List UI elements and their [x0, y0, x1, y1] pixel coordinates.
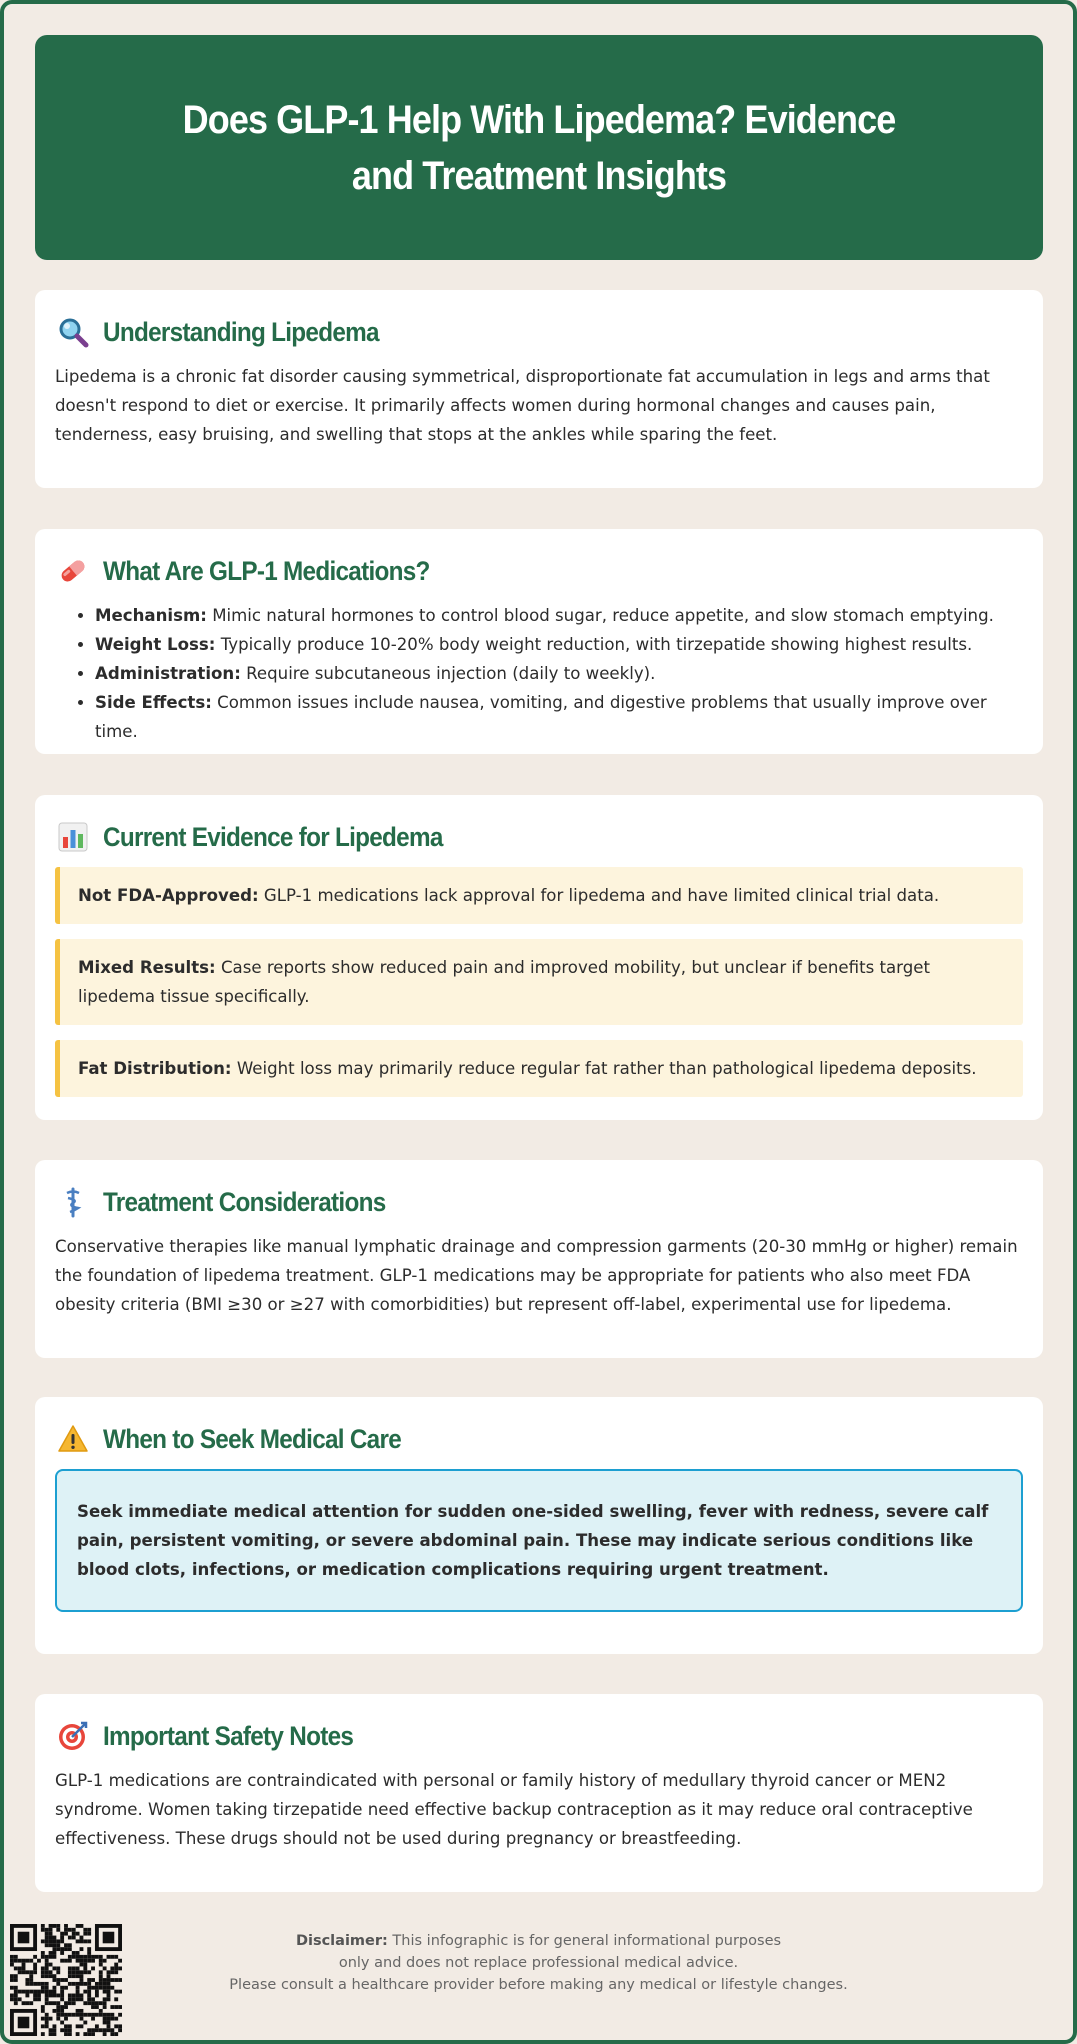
understanding-heading — [55, 312, 1023, 352]
list-item: • Weight Loss: Typically produce 10-20% body weight reduction, with tirzepatide showing highest results. — [95, 630, 1023, 659]
medical-caduceus-icon — [57, 1186, 89, 1218]
target-icon — [57, 1720, 89, 1752]
evidence-card — [35, 795, 1043, 1120]
medications-list — [55, 601, 1023, 746]
treatment-title: Treatment Considerations — [103, 1186, 386, 1217]
list-item: • Administration: Require subcutaneous injection (daily to weekly). — [95, 659, 1023, 688]
care-heading — [55, 1419, 1023, 1459]
safety-card — [35, 1694, 1043, 1892]
evidence-alerts — [55, 867, 1023, 1097]
pill-icon — [57, 555, 89, 587]
treatment-heading — [55, 1182, 1023, 1222]
magnifying-glass-icon — [57, 316, 89, 348]
care-title: When to Seek Medical Care — [103, 1423, 401, 1454]
evidence-alert: Fat Distribution: Weight loss may primarily reduce regular fat rather than pathological lipedema deposits. — [55, 1040, 1023, 1097]
disclaimer-label: Disclaimer: — [295, 1933, 388, 1949]
evidence-alert: Not FDA-Approved: GLP-1 medications lack approval for lipedema and have limited clinical trial data. — [55, 867, 1023, 924]
safety-heading — [55, 1716, 1023, 1756]
evidence-alert: Mixed Results: Case reports show reduced pain and improved mobility, but unclear if benefits target lipedema tissue specifically. — [55, 939, 1023, 1025]
header-banner — [35, 35, 1043, 260]
medications-card — [35, 529, 1043, 754]
treatment-card — [35, 1160, 1043, 1358]
medications-heading — [55, 551, 1023, 591]
understanding-title: Understanding Lipedema — [103, 316, 379, 347]
medications-title: What Are GLP-1 Medications? — [103, 555, 430, 586]
page-title: Does GLP-1 Help With Lipedema? Evidence and Treatment Insights — [182, 97, 896, 198]
list-item: • Mechanism: Mimic natural hormones to control blood sugar, reduce appetite, and slow stomach emptying. — [95, 601, 1023, 630]
qr-code-icon[interactable] — [10, 1924, 122, 2036]
list-item: • Side Effects: Common issues include nausea, vomiting, and digestive problems that usually improve over time. — [95, 688, 1023, 746]
safety-title: Important Safety Notes — [103, 1720, 354, 1751]
bar-chart-icon — [57, 821, 89, 853]
evidence-heading — [55, 817, 1023, 857]
disclaimer-line-3: Please consult a healthcare provider before making any medical or lifestyle changes. — [229, 1977, 848, 1993]
disclaimer-line-2: only and does not replace professional medical advice. — [338, 1955, 739, 1971]
warning-icon — [57, 1423, 89, 1455]
footer — [0, 1920, 1077, 2044]
disclaimer-line-1: This infographic is for general informational purposes — [387, 1933, 782, 1949]
understanding-card — [35, 290, 1043, 488]
evidence-title: Current Evidence for Lipedema — [103, 821, 443, 852]
disclaimer — [200, 1930, 877, 1996]
care-alert-box: Seek immediate medical attention for sudden one-sided swelling, fever with redness, severe calf pain, persistent vomiting, or severe abdominal pain. These may indicate serious conditions like blood clots, infections, or medication complications requiring urgent treatment. — [55, 1469, 1023, 1612]
understanding-text: Lipedema is a chronic fat disorder causing symmetrical, disproportionate fat accumulation in legs and arms that doesn't respond to diet or exercise. It primarily affects women during hormonal changes and causes pain, tenderness, easy bruising, and swelling that stops at the ankles while sparing the feet. — [55, 367, 990, 444]
care-card — [35, 1397, 1043, 1654]
treatment-text: Conservative therapies like manual lymphatic drainage and compression garments (20-30 mmHg or higher) remain the foundation of lipedema treatment. GLP-1 medications may be appropriate for patients who also meet FDA obesity criteria (BMI ≥30 or ≥27 with comorbidities) but represent off-label, experimental use for lipedema. — [55, 1237, 1018, 1314]
safety-text: GLP-1 medications are contraindicated with personal or family history of medullary thyroid cancer or MEN2 syndrome. Women taking tirzepatide need effective backup contraception as it may reduce oral contraceptive effectiveness. These drugs should not be used during pregnancy or breastfeeding. — [55, 1771, 973, 1848]
